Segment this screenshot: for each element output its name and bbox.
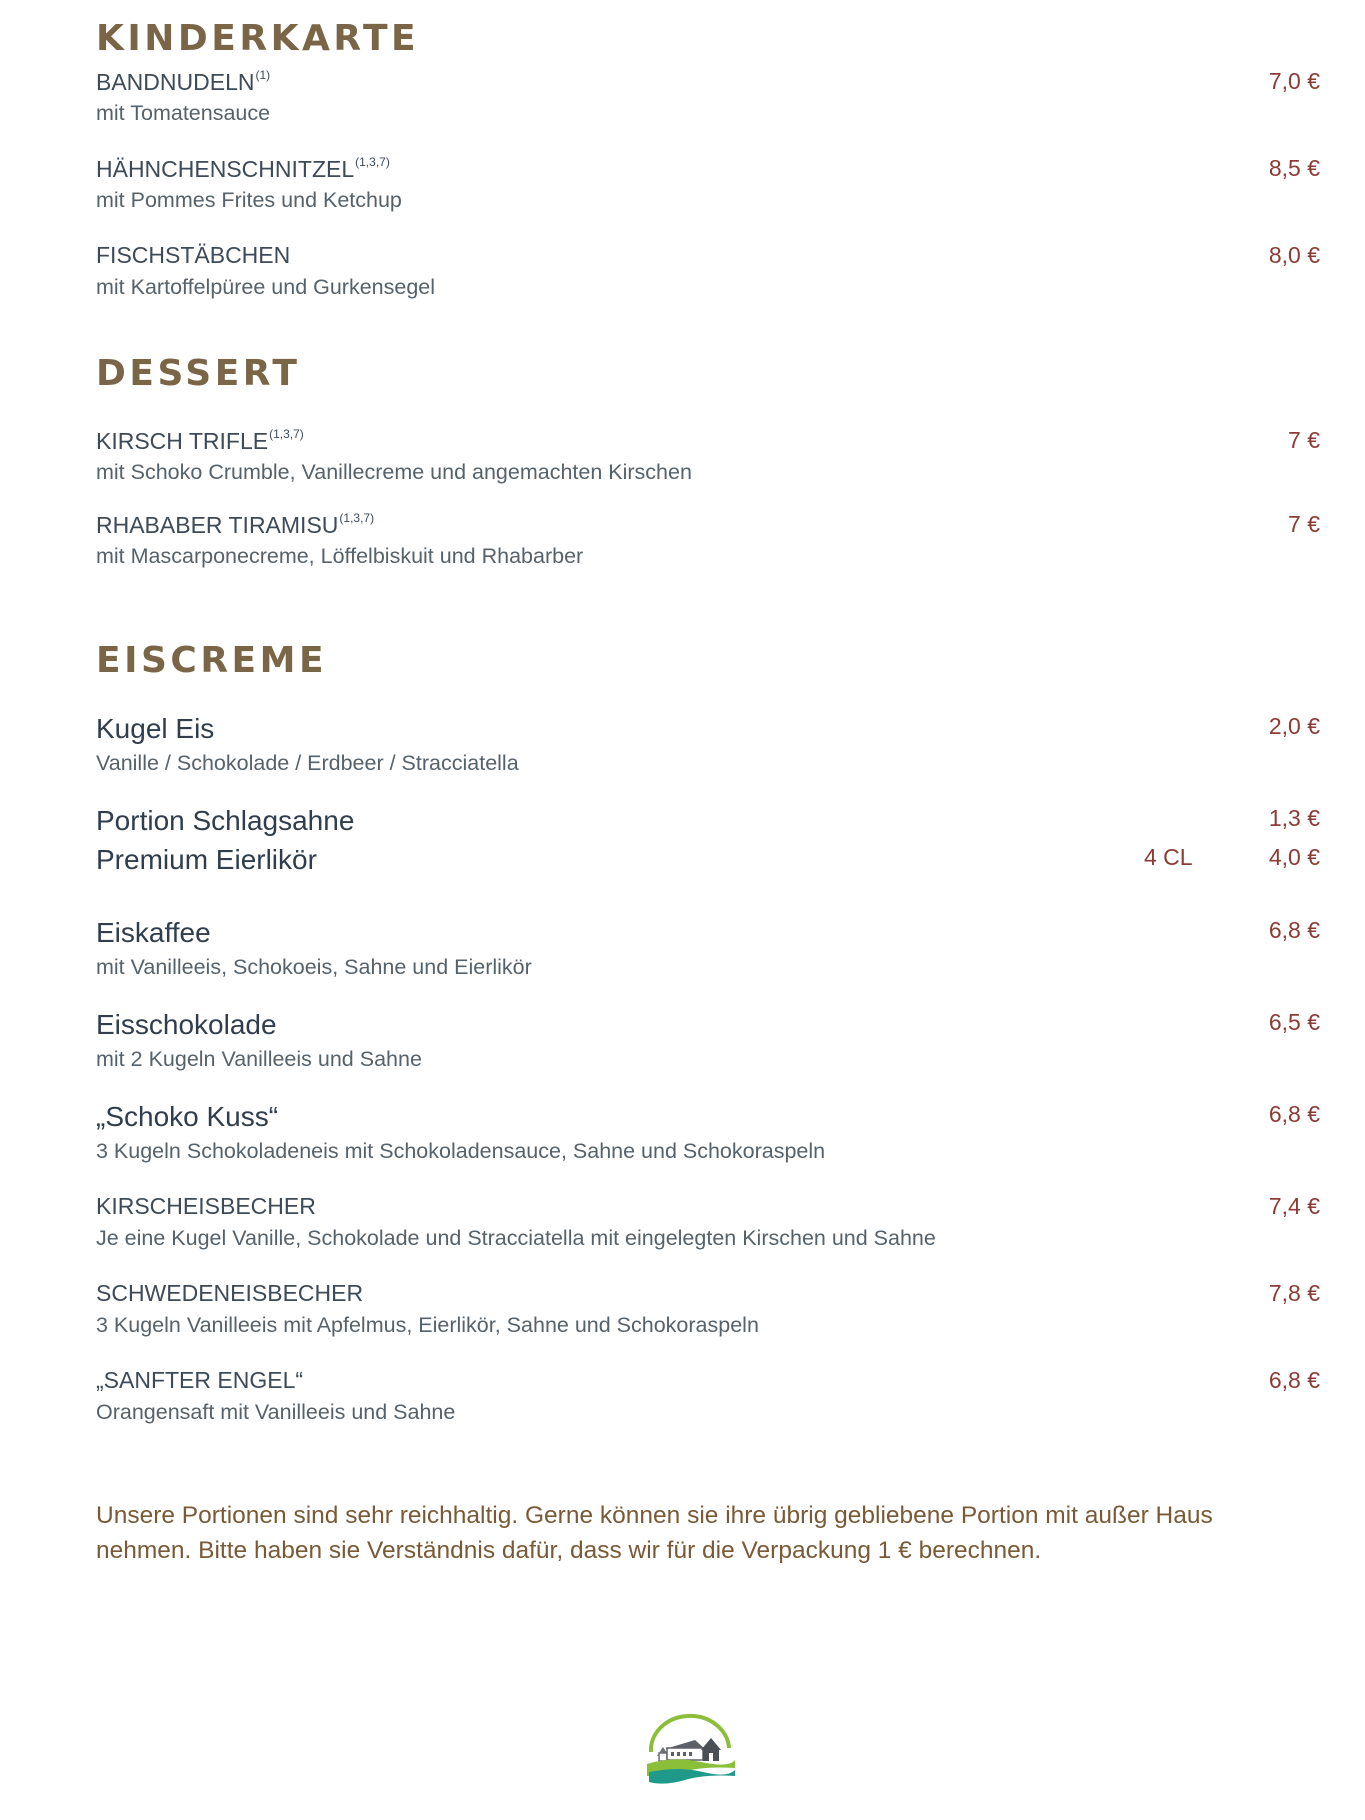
- allergen-marker: (1): [255, 68, 271, 82]
- item-name: HÄHNCHENSCHNITZEL$^{(1,3,7)}$: [96, 155, 390, 182]
- item-description: mit Vanilleeis, Schokoeis, Sahne und Eierlikör: [96, 955, 532, 979]
- item-name: Premium Eierlikör: [96, 844, 317, 875]
- item-name: RHABABER TIRAMISU$^{(1,3,7)}$: [96, 511, 375, 538]
- item-name: SCHWEDENEISBECHER: [96, 1280, 364, 1306]
- item-quantity: 4 CL: [1144, 844, 1193, 870]
- item-description: Vanille / Schokolade / Erdbeer / Stracciatella: [96, 751, 519, 775]
- section-title-eiscreme: EISCREME: [96, 640, 328, 681]
- item-price: 7 €: [1288, 511, 1320, 537]
- item-name: Eisschokolade: [96, 1009, 277, 1040]
- item-price: 6,5 €: [1268, 1009, 1320, 1035]
- item-name: Eiskaffee: [96, 917, 211, 948]
- item-price: 8,5 €: [1268, 155, 1320, 181]
- item-price: 6,8 €: [1268, 1367, 1320, 1393]
- item-description: mit Mascarponecreme, Löffelbiskuit und Rhabarber: [96, 544, 584, 568]
- item-name: „Schoko Kuss“: [96, 1101, 279, 1132]
- item-description: 3 Kugeln Vanilleeis mit Apfelmus, Eierlikör, Sahne und Schokoraspeln: [96, 1313, 759, 1337]
- allergen-marker: (1,3,7): [355, 155, 390, 169]
- item-price: 6,8 €: [1268, 1101, 1320, 1127]
- item-description: mit Schoko Crumble, Vanillecreme und angemachten Kirschen: [96, 460, 692, 484]
- item-price: 6,8 €: [1268, 917, 1320, 943]
- item-price: 4,0 €: [1268, 844, 1320, 870]
- item-price: 7 €: [1288, 427, 1320, 453]
- item-description: mit Tomatensauce: [96, 101, 271, 125]
- section-title-kinderkarte: KINDERKARTE: [96, 18, 420, 59]
- allergen-marker: (1,3,7): [269, 427, 304, 441]
- item-price: 2,0 €: [1268, 713, 1320, 739]
- item-name: BANDNUDELN$^{(1)}$: [96, 68, 271, 95]
- item-price: 8,0 €: [1268, 242, 1320, 268]
- item-price: 7,8 €: [1268, 1280, 1320, 1306]
- item-name: „SANFTER ENGEL“: [96, 1367, 304, 1393]
- item-price: 1,3 €: [1268, 805, 1320, 831]
- item-price: 7,0 €: [1268, 68, 1320, 94]
- item-name: KIRSCH TRIFLE$^{(1,3,7)}$: [96, 427, 304, 454]
- house-landscape-logo: [643, 1712, 738, 1787]
- item-name: FISCHSTÄBCHEN: [96, 242, 291, 268]
- item-name: Kugel Eis: [96, 713, 215, 744]
- allergen-marker: (1,3,7): [339, 511, 375, 525]
- section-title-dessert: DESSERT: [96, 353, 301, 394]
- item-description: 3 Kugeln Schokoladeneis mit Schokoladensauce, Sahne und Schokoraspeln: [96, 1139, 826, 1163]
- item-description: Orangensaft mit Vanilleeis und Sahne: [96, 1400, 456, 1424]
- item-description: mit Pommes Frites und Ketchup: [96, 188, 402, 212]
- item-description: mit 2 Kugeln Vanilleeis und Sahne: [96, 1047, 422, 1071]
- item-name: KIRSCHEISBECHER: [96, 1193, 316, 1219]
- item-description: Je eine Kugel Vanille, Schokolade und Stracciatella mit eingelegten Kirschen und Sahne: [96, 1226, 936, 1250]
- item-price: 7,4 €: [1268, 1193, 1320, 1219]
- item-name: Portion Schlagsahne: [96, 805, 355, 836]
- item-description: mit Kartoffelpüree und Gurkensegel: [96, 275, 436, 299]
- portion-note: Unsere Portionen sind sehr reichhaltig. Gerne können sie ihre übrig gebliebene Portion mit außer Haus nehmen. Bitte haben sie Verständnis dafür, dass wir für die Verpackung 1 € berechnen.: [96, 1502, 1213, 1564]
